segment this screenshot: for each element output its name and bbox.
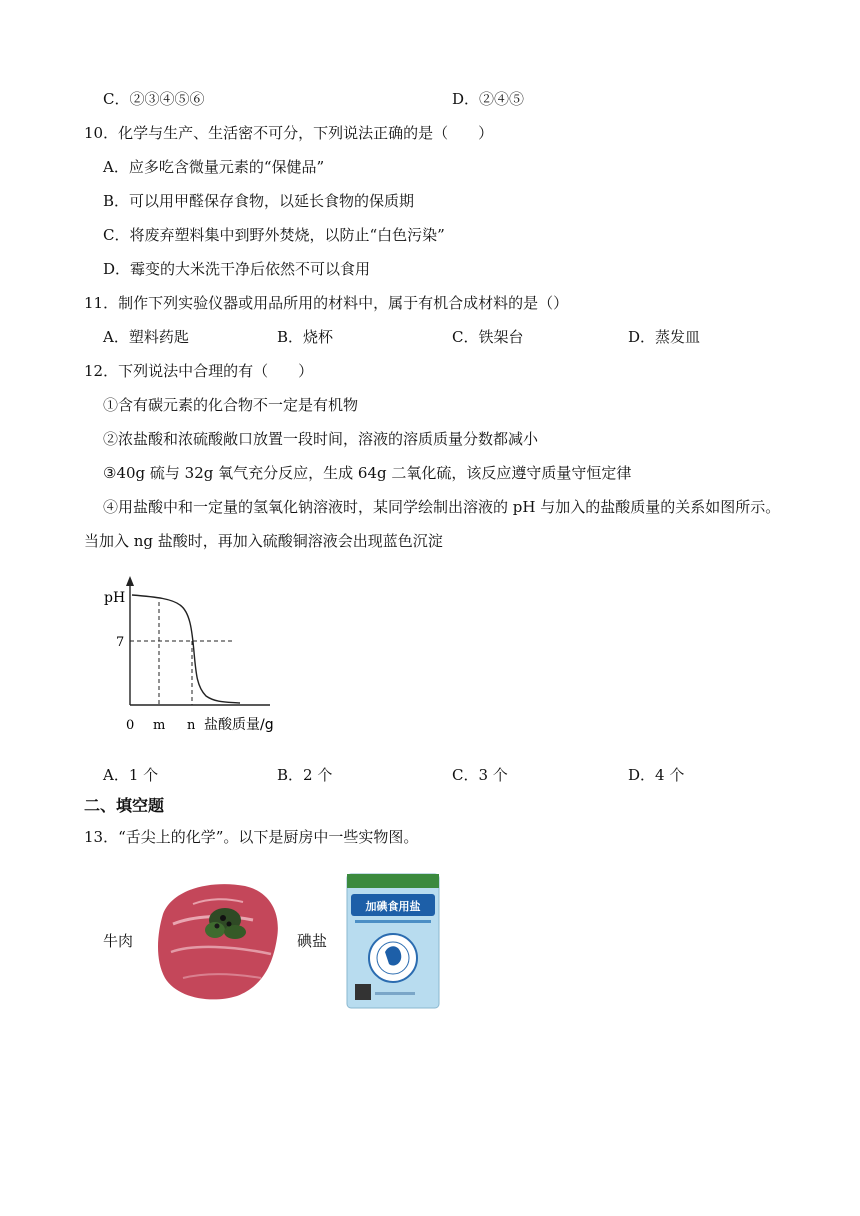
q12-statement-4: ④用盐酸中和一定量的氢氧化钠溶液时，某同学绘制出溶液的 pH 与加入的盐酸质量的关系如图所示。 bbox=[103, 498, 781, 516]
q12-option-a: A．1 个 bbox=[103, 766, 159, 784]
q12-statement-3: ③40g 硫与 32g 氧气充分反应，生成 64g 二氧化硫，该反应遵守质量守恒定律 bbox=[103, 464, 632, 482]
q12-option-d: D．4 个 bbox=[628, 766, 685, 784]
y-tick-7: 7 bbox=[116, 635, 125, 650]
x-tick-0: 0 bbox=[126, 718, 135, 733]
q10-option-b: B．可以用甲醛保存食物，以延长食物的保质期 bbox=[103, 192, 415, 210]
q11-option-d: D．蒸发皿 bbox=[628, 328, 701, 346]
label-beef: 牛肉 bbox=[103, 932, 134, 950]
salt-bag-title: 加碘食用盐 bbox=[365, 900, 421, 913]
label-salt: 碘盐 bbox=[297, 932, 328, 950]
x-tick-n: n bbox=[187, 718, 196, 733]
q12-option-b: B．2 个 bbox=[277, 766, 333, 784]
q11-stem: 11．制作下列实验仪器或用品所用的材料中，属于有机合成材料的是（） bbox=[84, 294, 569, 312]
x-tick-m: m bbox=[153, 718, 166, 733]
q12-statement-4-cont: 当加入 ng 盐酸时，再加入硫酸铜溶液会出现蓝色沉淀 bbox=[84, 532, 443, 550]
y-axis-arrow bbox=[126, 576, 134, 586]
ph-curve bbox=[132, 595, 240, 703]
q12-stem: 12．下列说法中合理的有（ ） bbox=[84, 362, 314, 380]
q11-option-b: B．烧杯 bbox=[277, 328, 334, 346]
q9-option-d: D．②④⑤ bbox=[452, 90, 525, 108]
q12-option-c: C．3 个 bbox=[452, 766, 508, 784]
q11-option-c: C．铁架台 bbox=[452, 328, 524, 346]
q11-option-a: A．塑料药匙 bbox=[103, 328, 189, 346]
q13-stem: 13．“舌尖上的化学”。以下是厨房中一些实物图。 bbox=[84, 828, 419, 846]
q10-stem: 10．化学与生产、生活密不可分，下列说法正确的是（ ） bbox=[84, 124, 494, 142]
q10-option-d: D．霉变的大米洗干净后依然不可以食用 bbox=[103, 260, 371, 278]
y-axis-label: pH bbox=[104, 590, 126, 606]
q9-option-c: C．②③④⑤⑥ bbox=[103, 90, 205, 108]
ph-chart bbox=[98, 572, 288, 742]
section-title: 二、填空题 bbox=[84, 796, 165, 815]
x-axis-label: 盐酸质量/g bbox=[204, 717, 274, 733]
beef-image bbox=[153, 874, 283, 1004]
q10-option-c: C．将废弃塑料集中到野外焚烧，以防止“白色污染” bbox=[103, 226, 445, 244]
salt-bag-image bbox=[345, 872, 441, 1010]
q12-statement-2: ②浓盐酸和浓硫酸敞口放置一段时间，溶液的溶质质量分数都减小 bbox=[103, 430, 539, 448]
q12-statement-1: ①含有碳元素的化合物不一定是有机物 bbox=[103, 396, 359, 414]
q10-option-a: A．应多吃含微量元素的“保健品” bbox=[103, 158, 325, 176]
